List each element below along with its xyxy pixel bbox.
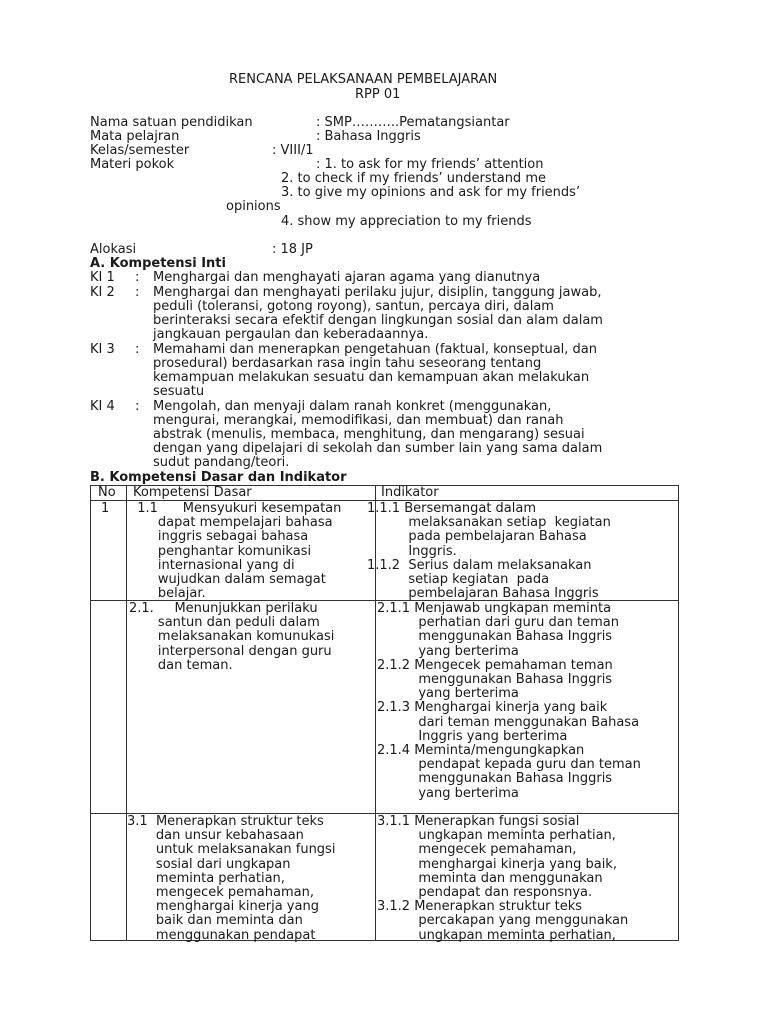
section-b-heading: B. Kompetensi Dasar dan Indikator bbox=[90, 470, 347, 485]
ki4-text-line: sudut pandang/teori. bbox=[153, 455, 290, 470]
ki4-text-line: dengan yang dipelajari di sekolah dan sumber lain yang sama dalam bbox=[153, 441, 603, 456]
alokasi-label: Alokasi bbox=[90, 242, 137, 257]
row3-kompetensi: 3.1 Menerapkan struktur teks dan unsur kebahasaan untuk melaksanakan fungsi sosial dari ungkapan meminta perhatian, mengecek pemahaman, menghargai kinerja yang baik dan meminta dan menggunakan pendapat bbox=[127, 814, 336, 943]
row1-kompetensi: 1.1 Mensyukuri kesempatan dapat mempelajari bahasa inggris sebagai bahasa penghantar komunikasi internasional yang di wujudkan dalam semagat belajar. bbox=[137, 501, 342, 602]
materi-item-4: 4. show my appreciation to my friends bbox=[281, 214, 532, 229]
ki2-label: KI 2 bbox=[90, 285, 115, 300]
school-label: Nama satuan pendidikan bbox=[90, 115, 253, 130]
kd-indicator-table bbox=[90, 485, 679, 941]
document-title: RENCANA PELAKSANAAN PEMBELAJARAN bbox=[229, 72, 498, 87]
ki1-text: Menghargai dan menghayati ajaran agama yang dianutnya bbox=[153, 270, 541, 285]
row2-indikator: 2.1.1 Menjawab ungkapan meminta perhatian dari guru dan teman menggunakan Bahasa Inggris yang berterima 2.1.2 Mengecek pemahaman teman menggunakan Bahasa Inggris yang berterima 2.1.3 Menghargai kinerja yang baik dari teman menggunakan Bahasa Inggris yang berterima 2.1.4 Meminta/mengungkapkan pendapat kepada guru dan teman menggunakan Bahasa Inggris yang berterima bbox=[377, 601, 641, 801]
materi-item-1: : 1. to ask for my friends’ attention bbox=[316, 157, 544, 172]
subject-value: : Bahasa Inggris bbox=[316, 129, 421, 144]
ki3-label: KI 3 bbox=[90, 342, 115, 357]
materi-item-3-continued: opinions bbox=[226, 199, 281, 214]
ki4-label: KI 4 bbox=[90, 399, 115, 414]
document-subtitle: RPP 01 bbox=[355, 87, 401, 102]
ki2-text-line: Menghargai dan menghayati perilaku jujur, disiplin, tanggung jawab, bbox=[153, 285, 602, 300]
ki2-colon: : bbox=[135, 285, 140, 300]
row2-kompetensi: 2.1. Menunjukkan perilaku santun dan peduli dalam melaksanakan komunukasi interpersonal dengan guru dan teman. bbox=[129, 601, 335, 673]
materi-item-2: 2. to check if my friends’ understand me bbox=[281, 171, 546, 186]
ki2-text-line: berinteraksi secara efektif dengan lingkungan sosial dan alam dalam bbox=[153, 313, 603, 328]
class-label: Kelas/semester bbox=[90, 143, 190, 158]
ki3-text-line: sesuatu bbox=[153, 384, 205, 399]
ki1-colon: : bbox=[135, 270, 140, 285]
header-no: No bbox=[98, 485, 116, 500]
ki3-text-line: Memahami dan menerapkan pengetahuan (faktual, konseptual, dan bbox=[153, 342, 598, 357]
ki2-text-line: peduli (toleransi, gotong royong), santun, percaya diri, dalam bbox=[153, 299, 554, 314]
section-a-heading: A. Kompetensi Inti bbox=[90, 256, 226, 271]
ki3-text-line: kemampuan melakukan sesuatu dan kemampuan akan melakukan bbox=[153, 370, 590, 385]
ki1-label: KI 1 bbox=[90, 270, 115, 285]
row3-indikator: 3.1.1 Menerapkan fungsi sosial ungkapan meminta perhatian, mengecek pemahaman, menghargai kinerja yang baik, meminta dan menggunakan pendapat dan responsnya. 3.1.2 Menerapkan struktur teks percakapan yang menggunakan ungkapan meminta perhatian, bbox=[377, 814, 629, 943]
ki4-text-line: mengurai, merangkai, memodifikasi, dan membuat) dan ranah bbox=[153, 413, 564, 428]
alokasi-value: : 18 JP bbox=[272, 242, 313, 257]
materi-item-3: 3. to give my opinions and ask for my friends’ bbox=[281, 185, 581, 200]
ki3-text-line: prosedural) berdasarkan rasa ingin tahu seseorang tentang bbox=[153, 356, 542, 371]
ki4-colon: : bbox=[135, 399, 140, 414]
ki3-colon: : bbox=[135, 342, 140, 357]
ki4-text-line: abstrak (menulis, membaca, menghitung, dan mengarang) sesuai bbox=[153, 427, 585, 442]
row1-indikator: 1.1.1 Bersemangat dalam melaksanakan setiap kegiatan pada pembelajaran Bahasa Inggris. 1.1.2 Serius dalam melaksanakan setiap kegiatan pada pembelajaran Bahasa Inggris bbox=[367, 501, 611, 602]
row1-no: 1 bbox=[101, 501, 110, 516]
materi-label: Materi pokok bbox=[90, 157, 175, 172]
header-indikator: Indikator bbox=[381, 485, 439, 500]
school-value: : SMP………..Pematangsiantar bbox=[316, 115, 510, 130]
ki4-text-line: Mengolah, dan menyaji dalam ranah konkret (menggunakan, bbox=[153, 399, 552, 414]
subject-label: Mata pelajran bbox=[90, 129, 180, 144]
header-kompetensi-dasar: Kompetensi Dasar bbox=[133, 485, 252, 500]
ki2-text-line: jangkauan pergaulan dan keberadaannya. bbox=[153, 327, 429, 342]
class-value: : VIII/1 bbox=[272, 143, 314, 158]
